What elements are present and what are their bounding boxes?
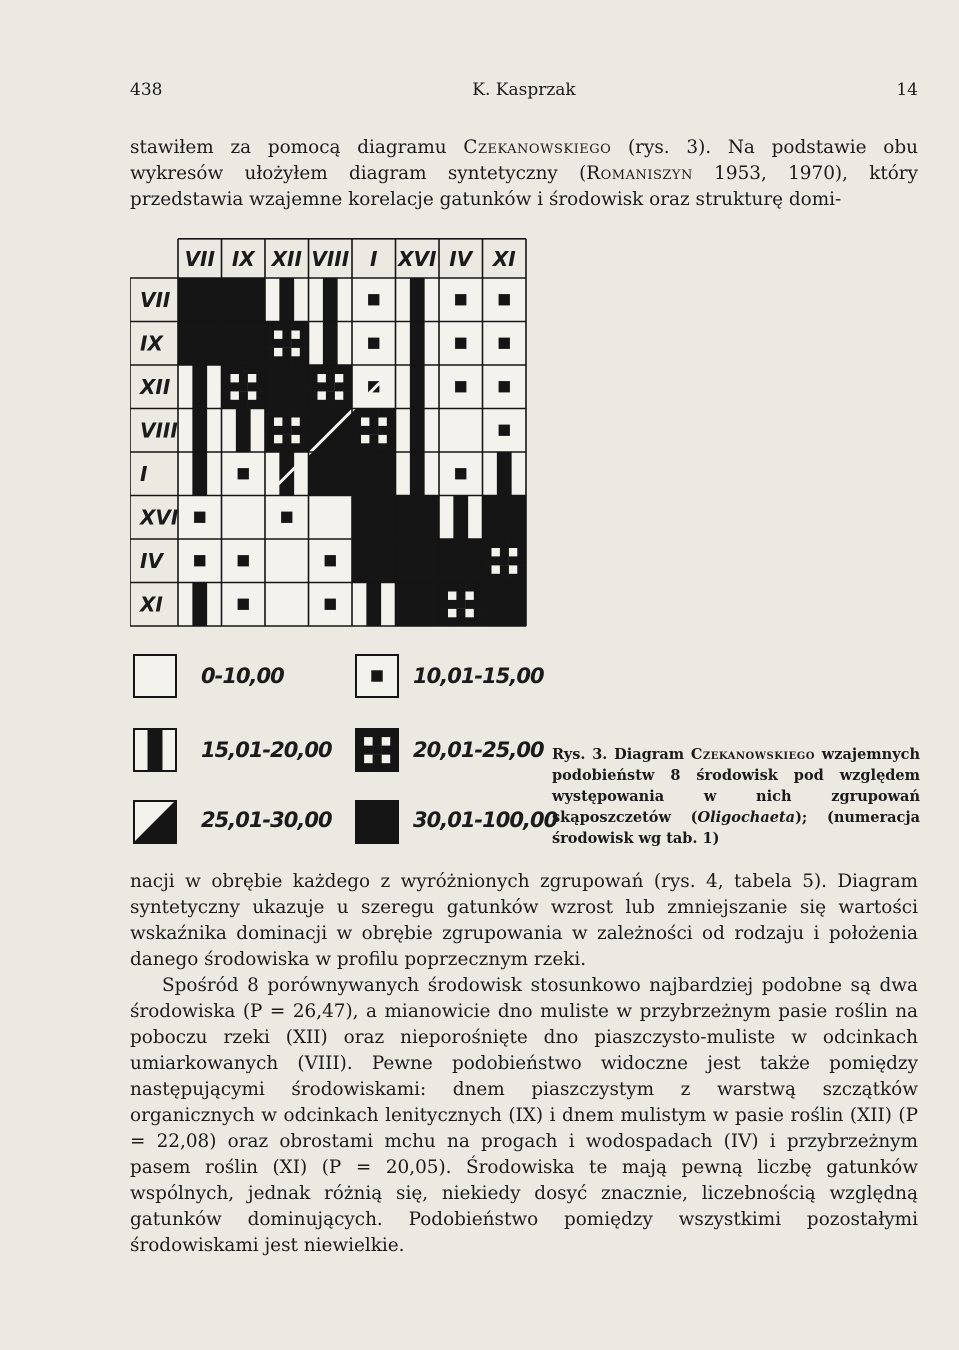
figure-caption: Rys. 3. Diagram Czekanowskiego wzajemnych podobieństw 8 środowisk pod względem występowania w nich zgrupowań skąposzczetów (Oligochaeta); (numeracja środowisk wg tab. 1) xyxy=(552,746,920,847)
matrix-cell xyxy=(483,583,527,627)
matrix-cell xyxy=(439,365,483,409)
matrix-cell xyxy=(222,409,266,453)
matrix-cell xyxy=(352,409,396,453)
similarity-matrix-diagram xyxy=(130,230,530,630)
legend-label: 20,01-25,00 xyxy=(413,738,544,762)
legend-swatch-10-15 xyxy=(355,654,399,698)
row-label-xi: XI xyxy=(140,592,163,617)
row-label-xvi: XVI xyxy=(140,505,179,530)
matrix-cell xyxy=(439,278,483,322)
legend-swatch-20-25 xyxy=(355,728,399,772)
matrix-cell xyxy=(483,452,527,496)
matrix-cell xyxy=(396,496,440,540)
matrix-cell xyxy=(178,278,222,322)
matrix-cell xyxy=(265,539,309,583)
legend-swatch-15-20 xyxy=(133,728,177,772)
matrix-cell xyxy=(396,365,440,409)
legend-label: 30,01-100,00 xyxy=(413,808,558,832)
matrix-cell xyxy=(222,365,266,409)
matrix-cell xyxy=(352,583,396,627)
matrix-cell xyxy=(352,539,396,583)
matrix-cell xyxy=(309,322,353,366)
matrix-cell xyxy=(352,452,396,496)
matrix-cell xyxy=(222,278,266,322)
matrix-cell xyxy=(483,278,527,322)
row-label-iv: IV xyxy=(140,548,163,573)
matrix-cell xyxy=(222,496,266,540)
col-label-xii: XII xyxy=(271,247,302,271)
matrix-cell xyxy=(265,583,309,627)
matrix-cell xyxy=(265,365,309,409)
matrix-cell xyxy=(222,583,266,627)
page-number: 438 xyxy=(130,80,163,100)
matrix-cell xyxy=(483,539,527,583)
matrix-cell xyxy=(309,583,353,627)
matrix-cell xyxy=(265,496,309,540)
matrix-cell xyxy=(222,452,266,496)
matrix-cell xyxy=(309,365,353,409)
matrix-cell xyxy=(483,322,527,366)
matrix-cell xyxy=(439,452,483,496)
row-label-ix: IX xyxy=(140,331,163,356)
matrix-cell xyxy=(352,496,396,540)
matrix-cell xyxy=(178,322,222,366)
paragraph-bottom: Spośród 8 porównywanych środowisk stosunkowo najbardziej podobne są dwa środowiska (P = 26,47), a mianowicie dno muliste w przybrzeżnym pasie roślin na poboczu rzeki (XII) oraz nieporośnięte dno piaszczysto-muliste w odcinkach umiarkowanych (VIII). Pewne podobieństwo widoczne jest także pomiędzy następującymi środowiskami: dnem piaszczystym z warstwą szczątków organicznych w odcinkach lenitycznych (IX) i dnem mulistym w pasie roślin (XII) (P = 22,08) oraz obrostami mchu na progach i wodospadach (IV) i przybrzeżnym pasem roślin (XI) (P = 20,05). Środowiska te mają pewną liczbę gatunków wspólnych, jednak różnią się, niekiedy dosyć znacznie, liczebnością względną gatunków dominujących. Podobieństwo pomiędzy wszystkimi pozostałymi środowiskami jest niewielkie. xyxy=(130,975,918,1256)
matrix-cell xyxy=(483,365,527,409)
matrix-cell xyxy=(396,452,440,496)
running-author: K. Kasprzak xyxy=(472,80,576,100)
matrix-cell xyxy=(439,409,483,453)
row-label-vii: VII xyxy=(140,287,171,312)
row-label-viii: VIII xyxy=(140,418,178,443)
section-number: 14 xyxy=(896,80,918,100)
col-label-i: I xyxy=(370,247,378,271)
matrix-cell xyxy=(396,322,440,366)
matrix-cell xyxy=(178,409,222,453)
paragraph-top: stawiłem za pomocą diagramu Czekanowskiego (rys. 3). Na podstawie obu wykresów ułożyłem diagram syntetyczny (Romaniszyn 1953, 1970), który przedstawia wzajemne korelacje gatunków i środowisk oraz strukturę domi- xyxy=(130,137,918,210)
matrix-cell xyxy=(178,452,222,496)
matrix-cell xyxy=(222,539,266,583)
matrix-cell xyxy=(352,322,396,366)
col-label-ix: IX xyxy=(231,247,255,271)
matrix-cell xyxy=(265,322,309,366)
matrix-cell xyxy=(396,409,440,453)
legend-label: 15,01-20,00 xyxy=(201,738,332,762)
matrix-cell xyxy=(396,278,440,322)
matrix-cell xyxy=(178,583,222,627)
paragraph-mid: nacji w obrębie każdego z wyróżnionych zgrupowań (rys. 4, tabela 5). Diagram syntetyczny ukazuje u szeregu gatunków wzrost lub zmniejszanie się wartości wskaźnika dominacji w obrębie zgrupowania w zależności od rodzaju i położenia danego środowiska w profilu poprzecznym rzeki. xyxy=(130,871,918,970)
matrix-cell xyxy=(265,278,309,322)
legend-label: 10,01-15,00 xyxy=(413,664,544,688)
matrix-cell xyxy=(439,539,483,583)
legend-label: 25,01-30,00 xyxy=(201,808,332,832)
running-header xyxy=(130,80,918,102)
matrix-cell xyxy=(483,496,527,540)
matrix-cell xyxy=(352,278,396,322)
matrix-cell xyxy=(396,583,440,627)
row-label-xii: XII xyxy=(140,374,171,399)
legend-label: 0-10,00 xyxy=(201,664,284,688)
matrix-cell xyxy=(222,322,266,366)
matrix-cell xyxy=(309,539,353,583)
matrix-cell xyxy=(178,539,222,583)
row-label-i: I xyxy=(140,461,148,486)
col-label-iv: IV xyxy=(449,247,473,271)
legend-swatch-25-30 xyxy=(133,800,177,844)
matrix-cell xyxy=(178,496,222,540)
col-label-viii: VIII xyxy=(311,247,350,271)
matrix-cell xyxy=(439,496,483,540)
legend-swatch-30-100 xyxy=(355,800,399,844)
col-label-xi: XI xyxy=(492,247,516,271)
legend-swatch-0-10 xyxy=(133,654,177,698)
matrix-cell xyxy=(439,583,483,627)
matrix-cell xyxy=(483,409,527,453)
matrix-cell xyxy=(309,278,353,322)
matrix-cell xyxy=(439,322,483,366)
col-label-vii: VII xyxy=(184,247,215,271)
col-label-xvi: XVI xyxy=(398,247,437,271)
matrix-cell xyxy=(309,452,353,496)
matrix-cell xyxy=(265,409,309,453)
matrix-cell xyxy=(396,539,440,583)
matrix-cell xyxy=(309,496,353,540)
matrix-cell xyxy=(178,365,222,409)
